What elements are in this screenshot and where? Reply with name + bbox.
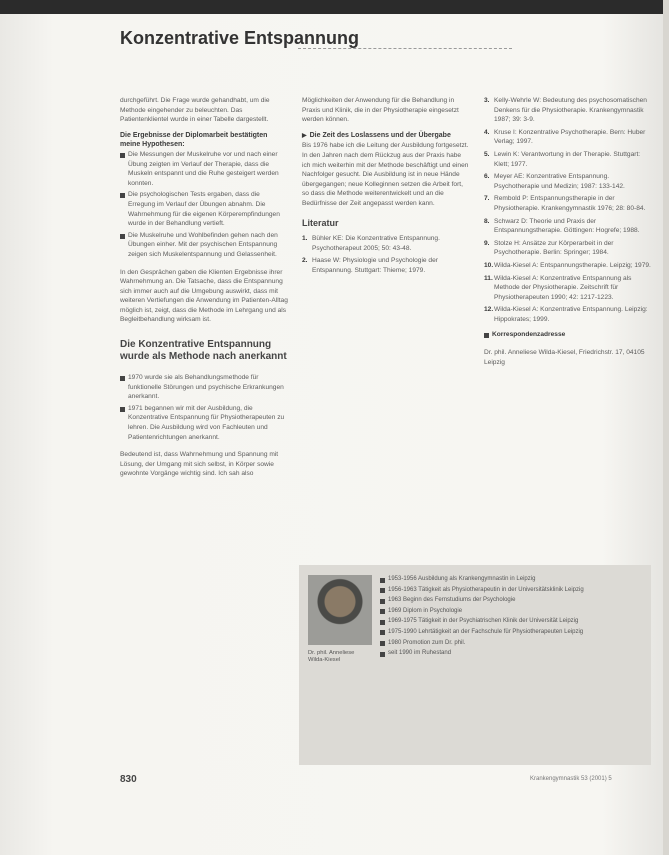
reference-list: [302, 234, 470, 275]
reference-item: 3. Kelly-Wehrle W: Bedeutung des psychosomatischen Denkens für die Physiotherapie. Krankengymnastik 1987; 39: 3-9.: [484, 97, 647, 124]
list-item: 1956-1963 Tätigkeit als Physiotherapeutin in der Universitätsklinik Leipzig: [380, 586, 646, 595]
reference-item: 1. Bühler KE: Die Konzentrative Entspannung. Psychotherapeut 2005; 50: 43-48.: [302, 235, 440, 252]
col1-paragraph: In den Gesprächen gaben die Klienten Ergebnisse ihrer Wahrnehmung an. Die Tatsache, dass die Entspannung sich immer auch auf die Umgebung auswirkt, dass mit weiteren Vertiefungen die Anwendung im Patienten-Alltag möglich ist, zeigt, dass die Methode im Lehrgang und als Begleitbehandlung wirksam ist.: [120, 268, 288, 324]
list-item: 1963 Beginn des Fernstudiums der Psychologie: [380, 596, 646, 605]
reference-list: [484, 96, 654, 324]
journal-footer: Krankengymnastik 53 (2001) 5: [530, 776, 612, 782]
list-item: Die Muskelruhe und Wohlbefinden gehen nach den Übungen einher. Mit der psychischen Entspannung zeigen sich Muskelentspannung und Gelassenheit.: [120, 231, 288, 260]
list-item: 1980 Promotion zum Dr. phil.: [380, 639, 646, 648]
title-rule: [298, 48, 512, 49]
reference-item: 10. Wilda-Kiesel A: Entspannungstherapie. Leipzig; 1979.: [484, 261, 651, 269]
reference-item: 11. Wilda-Kiesel A: Konzentrative Entspannung als Methode der Physiotherapie. Zeitschrift für Physiotherapeuten 1990; 42: 1217-1223.: [484, 274, 632, 301]
reference-item: 9. Stolze H: Ansätze zur Körperarbeit in der Psychotherapie. Berlin: Springer; 1984.: [484, 239, 614, 257]
list-item: 1975-1990 Lehrtätigkeit an der Fachschule für Physiotherapeuten Leipzig: [380, 628, 646, 637]
column-3: [484, 96, 654, 373]
column-1: [120, 96, 288, 485]
section-heading: Die Konzentrative Entspannung wurde als Methode nach anerkannt: [120, 339, 287, 363]
reference-item: 8. Schwarz D: Theorie und Praxis der Entspannungstherapie. Göttingen: Hogrefe; 1988.: [484, 217, 640, 235]
reference-item: 7. Rembold P: Entspannungstherapie in der Physiotherapie. Krankengymnastik 1976; 28: 80-84.: [484, 195, 646, 212]
reference-item: 4. Kruse I: Konzentrative Psychotherapie. Bern: Huber Verlag; 1997.: [484, 128, 646, 146]
list-item: 1953-1956 Ausbildung als Krankengymnastin in Leipzig: [380, 575, 646, 584]
literature-heading: Literatur: [302, 217, 339, 228]
contact-address: Dr. phil. Anneliese Wilda-Kiesel, Friedrichstr. 17, 04105 Leipzig: [484, 349, 645, 366]
reference-item: 6. Meyer AE: Konzentrative Entspannung. Psychotherapie und Medizin; 1987: 133-142.: [484, 173, 625, 190]
author-bio-list: [380, 575, 646, 666]
reference-item: 2. Haase W: Physiologie und Psychologie der Entspannung. Stuttgart: Thieme; 1979.: [302, 257, 438, 274]
list-item: Die Messungen der Muskelruhe vor und nach einer Übung zeigten im Verlauf der Therapie, dass die Muskeln entspannt und die Ruhe gesteigert werden konnten.: [120, 150, 288, 188]
col2-intro: Möglichkeiten der Anwendung für die Behandlung in Praxis und Klinik, die in der Physiotherapie eingesetzt werden können.: [302, 97, 459, 124]
list-item: 1969-1975 Tätigkeit in der Psychiatrischen Klinik der Universität Leipzig: [380, 617, 646, 626]
contact-title: Korrespondenzadresse: [484, 330, 654, 340]
column-2: [302, 96, 470, 279]
results-list: [120, 150, 288, 260]
page-title: Konzentrative Entspannung: [120, 28, 360, 48]
results-title: Die Ergebnisse der Diplomarbeit bestätigten meine Hypothesen:: [120, 131, 268, 149]
list-item: 1970 wurde sie als Behandlungsmethode für funktionelle Störungen und psychische Erkrankungen anerkannt.: [120, 373, 288, 402]
list-item: seit 1990 im Ruhestand: [380, 649, 646, 658]
reference-item: 5. Lewin K: Verantwortung in der Therapie. Stuttgart: Klett; 1977.: [484, 150, 641, 168]
section-heading: ▶ Die Zeit des Loslassens und der Übergabe: [302, 131, 470, 142]
col1-paragraph-end: Bedeutend ist, dass Wahrnehmung und Spannung mit Lösung, der Umgang mit sich selbst, in Körper sowie gewohnte Vorgänge wichtig sind. Ich sah also: [120, 451, 279, 478]
list-item: Die psychologischen Tests ergaben, dass die Erregung im Verlauf der Übungen abnahm. Die Wahrnehmung für die eigenen Körperempfindungen wurde in der Behandlung vertieft.: [120, 190, 288, 228]
col2-paragraph: Bis 1976 habe ich die Leitung der Ausbildung fortgesetzt. In den Jahren nach dem Rückzug aus der Praxis habe ich mich weiterhin mit der Methode beschäftigt und einen Nachfolger gesucht. Die Ausbildung ist in neue Hände übergegangen; neue Kolleginnen setzen die Arbeit fort, so dass die Methode weiterentwickelt und an die Bedürfnisse der Zeit angepasst werden kann.: [302, 142, 469, 207]
page-number: 830: [120, 774, 137, 785]
author-photo: [308, 575, 372, 645]
photo-caption: Dr. phil. Anneliese Wilda-Kiesel: [308, 650, 355, 664]
col1-intro: durchgeführt. Die Frage wurde gehandhabt, um die Methode eingehender zu beleuchten. Das Patientenklientel wurde in einer Tabelle dargestellt.: [120, 97, 270, 124]
scan-border-right: [663, 0, 669, 855]
reference-item: 12. Wilda-Kiesel A: Konzentrative Entspannung. Leipzig: Hippokrates; 1999.: [484, 306, 648, 323]
list-item: 1969 Diplom in Psychologie: [380, 607, 646, 616]
scan-border-top: [0, 0, 669, 14]
section-list: [120, 373, 288, 442]
contact-block: [484, 330, 654, 340]
list-item: 1971 begannen wir mit der Ausbildung, die Konzentrative Entspannung für Physiotherapeuten zu lehren. Die Ausbildung wird von Fachleuten und Patientenrichtungen anerkannt.: [120, 404, 288, 442]
